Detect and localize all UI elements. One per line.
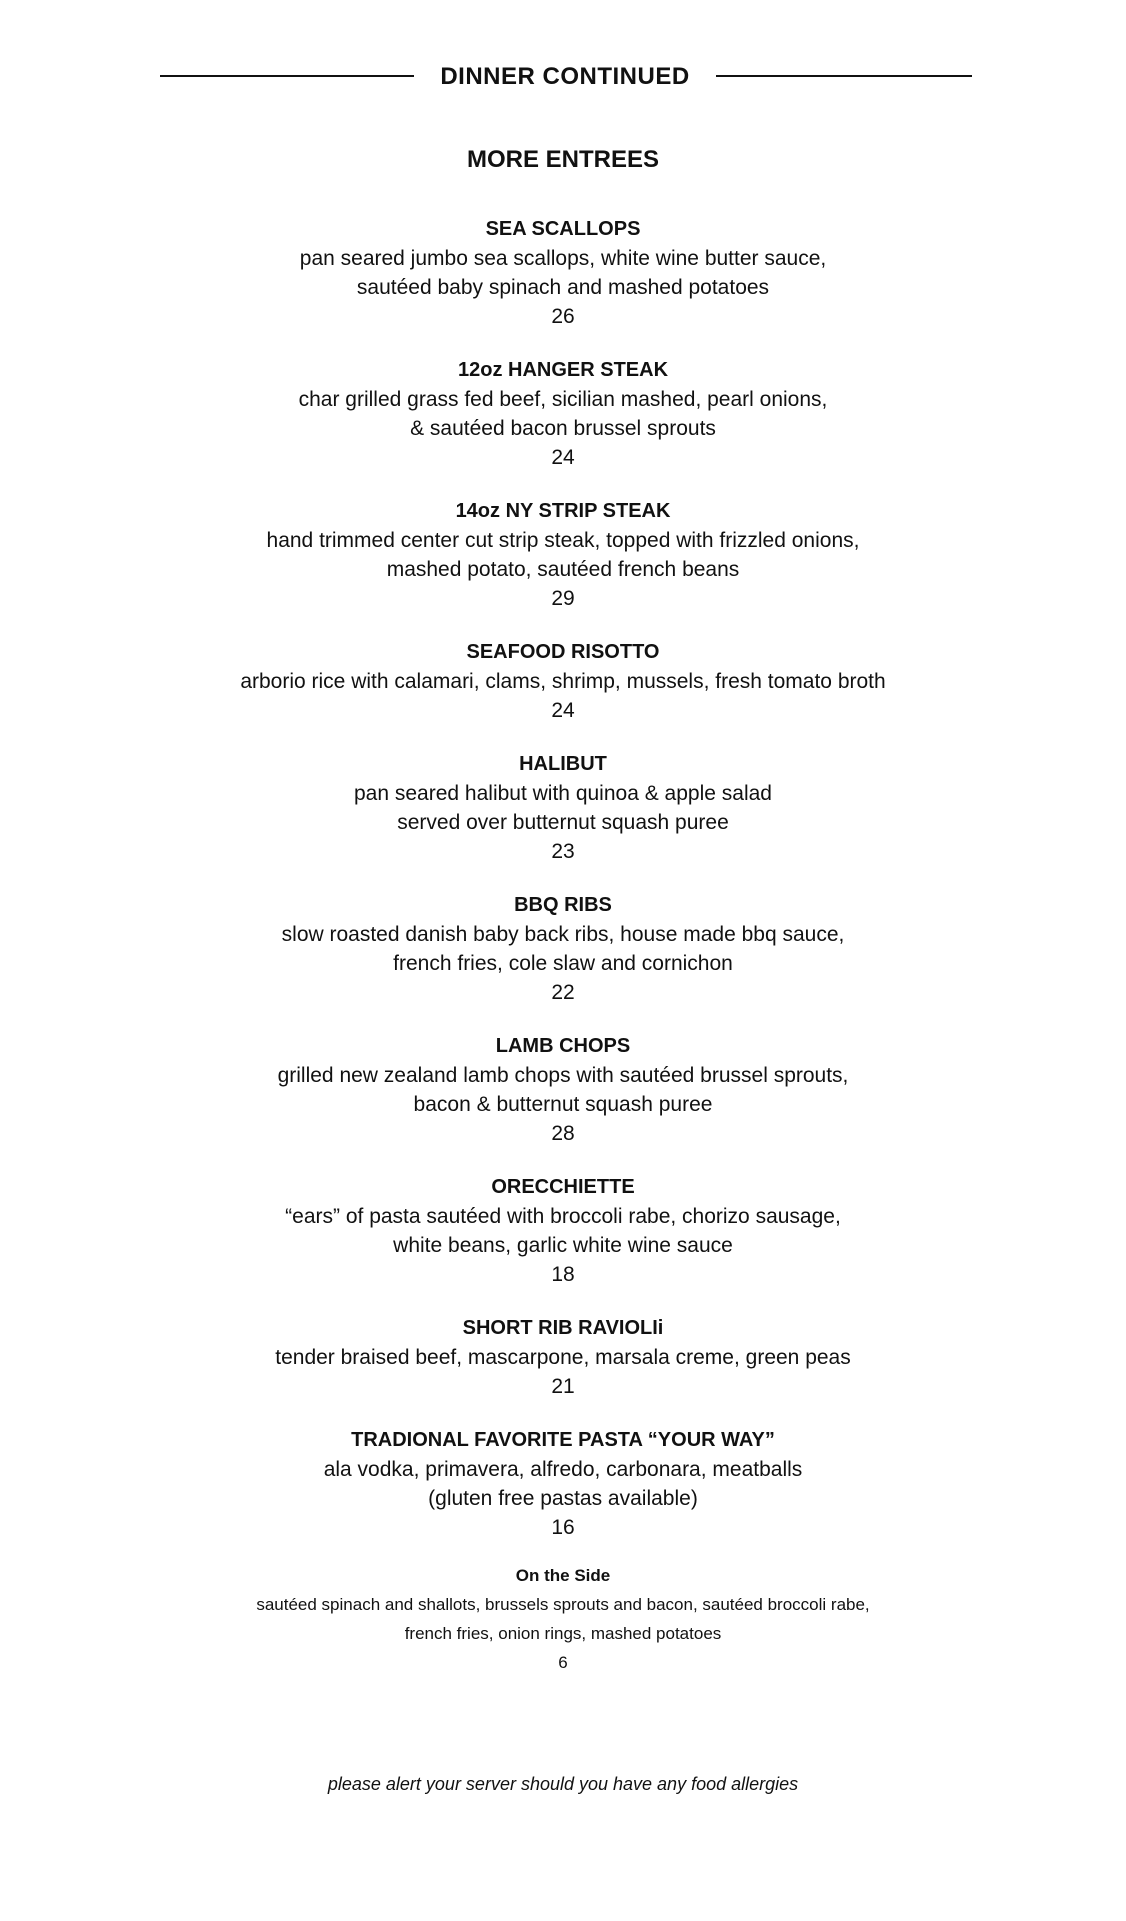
item-price: 22	[551, 981, 575, 1004]
item-description: slow roasted danish baby back ribs, house made bbq sauce,	[281, 923, 845, 946]
item-name: 12oz HANGER STEAK	[457, 359, 669, 381]
menu-item	[0, 1173, 1126, 1289]
side-price: 6	[558, 1653, 568, 1672]
item-price: 24	[551, 699, 575, 722]
menu-item	[0, 1314, 1126, 1401]
item-description: french fries, cole slaw and cornichon	[393, 952, 733, 975]
item-price: 24	[551, 446, 575, 469]
item-description: ala vodka, primavera, alfredo, carbonara, meatballs	[323, 1458, 803, 1481]
side-title: On the Side	[515, 1566, 611, 1585]
item-price: 18	[551, 1263, 575, 1286]
item-name: BBQ RIBS	[514, 894, 612, 916]
section-title: MORE ENTREES	[466, 146, 660, 173]
item-price: 21	[551, 1375, 575, 1398]
item-description: bacon & butternut squash puree	[413, 1093, 713, 1116]
item-description: “ears” of pasta sautéed with broccoli rabe, chorizo sausage,	[285, 1205, 841, 1228]
item-description: & sautéed bacon brussel sprouts	[410, 417, 716, 440]
item-description: mashed potato, sautéed french beans	[386, 558, 740, 581]
item-name: 14oz NY STRIP STEAK	[455, 500, 671, 522]
header-rule-right	[716, 75, 972, 77]
item-description: served over butternut squash puree	[397, 811, 729, 834]
item-price: 28	[551, 1122, 575, 1145]
menu-item	[0, 1426, 1126, 1542]
item-description: white beans, garlic white wine sauce	[393, 1234, 733, 1257]
item-name: SEA SCALLOPS	[485, 218, 641, 240]
side-description: french fries, onion rings, mashed potatoes	[404, 1624, 722, 1643]
item-name: SHORT RIB RAVIOLIi	[462, 1317, 664, 1339]
menu-item	[0, 750, 1126, 866]
item-name: ORECCHIETTE	[491, 1176, 635, 1198]
item-name: LAMB CHOPS	[495, 1035, 631, 1057]
item-description: pan seared halibut with quinoa & apple salad	[354, 782, 772, 805]
item-description: grilled new zealand lamb chops with sautéed brussel sprouts,	[277, 1064, 849, 1087]
menu-header	[160, 62, 972, 94]
side-dishes	[0, 1561, 1126, 1677]
item-price: 26	[551, 305, 575, 328]
item-name: TRADIONAL FAVORITE PASTA “YOUR WAY”	[351, 1429, 775, 1451]
menu-item	[0, 497, 1126, 613]
item-price: 16	[551, 1516, 575, 1539]
menu-item	[0, 638, 1126, 725]
header-title: DINNER CONTINUED	[440, 63, 690, 90]
item-description: tender braised beef, mascarpone, marsala creme, green peas	[275, 1346, 851, 1369]
item-description: hand trimmed center cut strip steak, topped with frizzled onions,	[266, 529, 860, 552]
menu-item	[0, 356, 1126, 472]
allergy-note: please alert your server should you have any food allergies	[327, 1774, 799, 1794]
menu-item	[0, 1032, 1126, 1148]
item-description: pan seared jumbo sea scallops, white wine butter sauce,	[299, 247, 827, 270]
item-description: sautéed baby spinach and mashed potatoes	[356, 276, 770, 299]
header-rule-left	[160, 75, 414, 77]
item-name: HALIBUT	[519, 753, 607, 775]
item-name: SEAFOOD RISOTTO	[466, 641, 660, 663]
menu-item	[0, 891, 1126, 1007]
item-description: (gluten free pastas available)	[428, 1487, 698, 1510]
item-price: 23	[551, 840, 575, 863]
item-price: 29	[551, 587, 575, 610]
menu-items	[0, 215, 1126, 1567]
menu-item	[0, 215, 1126, 331]
item-description: arborio rice with calamari, clams, shrimp, mussels, fresh tomato broth	[240, 670, 886, 693]
side-description: sautéed spinach and shallots, brussels sprouts and bacon, sautéed broccoli rabe,	[256, 1595, 870, 1614]
item-description: char grilled grass fed beef, sicilian mashed, pearl onions,	[298, 388, 828, 411]
